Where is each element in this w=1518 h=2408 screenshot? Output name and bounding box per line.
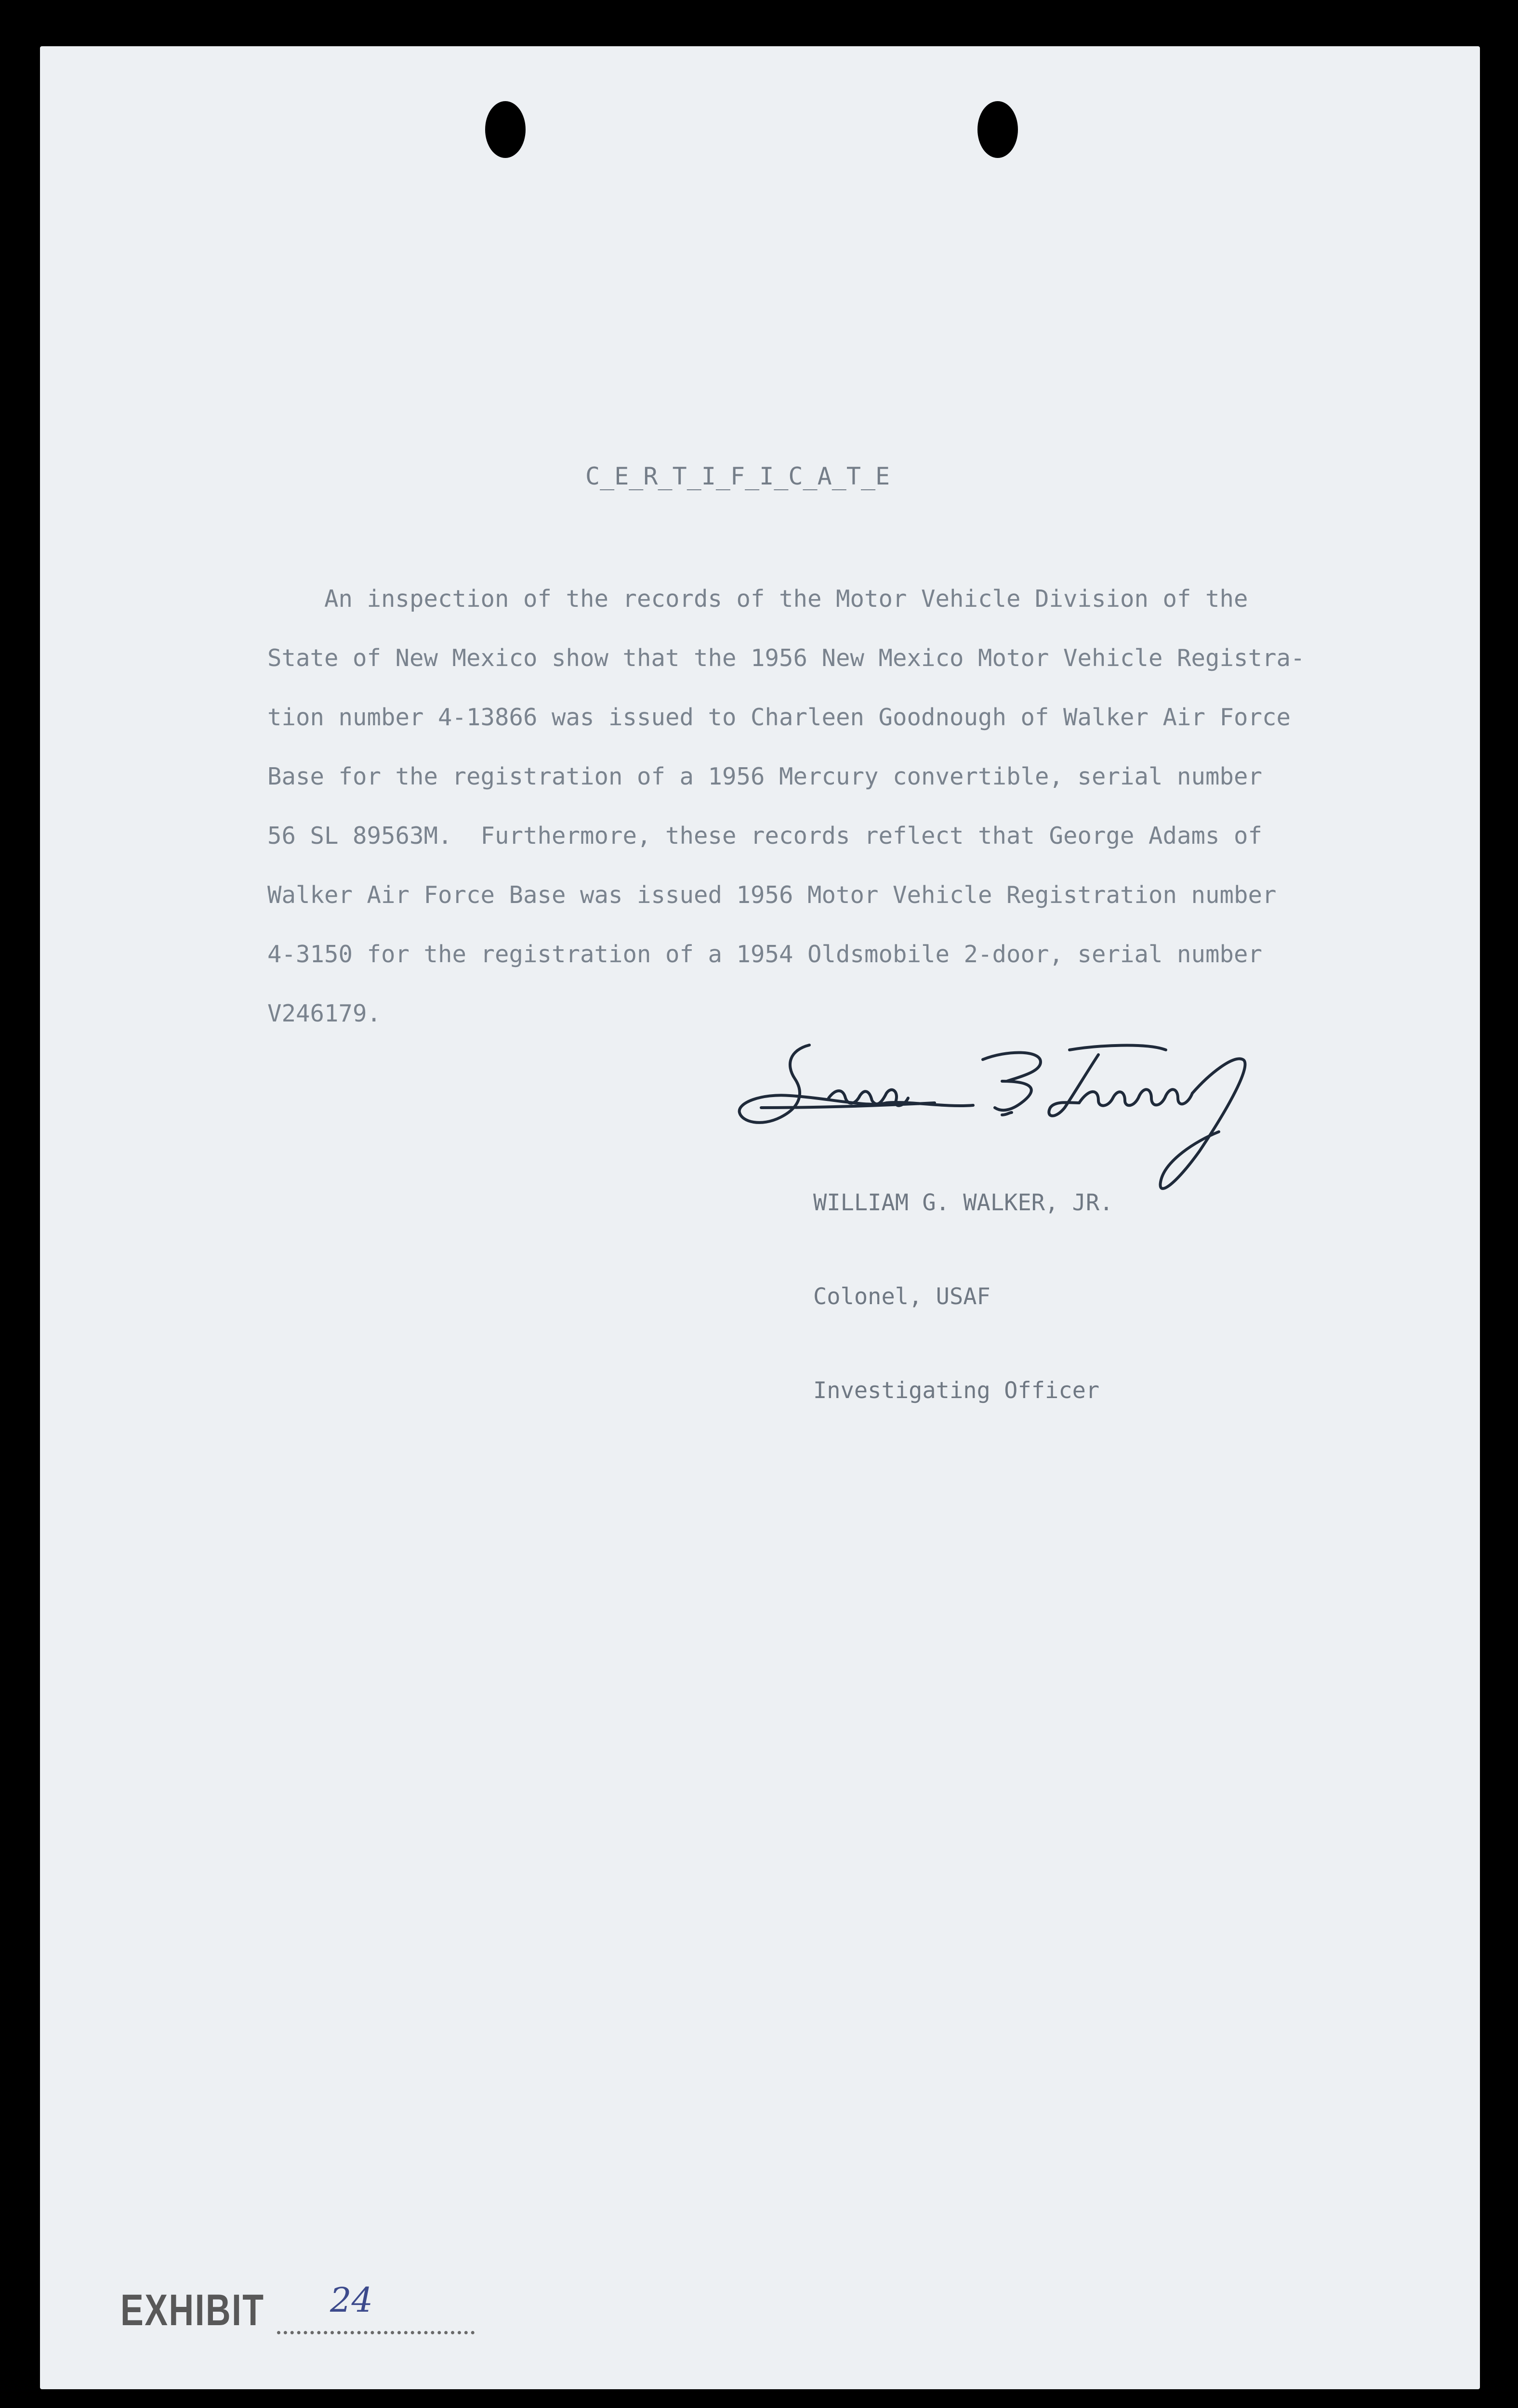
punch-hole-right bbox=[977, 101, 1018, 158]
signer-role: Investigating Officer bbox=[813, 1377, 1100, 1404]
punch-hole-left bbox=[485, 101, 526, 158]
document-title: C_E_R_T_I_F_I_C_A_T_E bbox=[585, 462, 890, 490]
body-line: V246179. bbox=[267, 1000, 382, 1027]
certificate-body bbox=[267, 585, 1305, 1027]
body-line: 4-3150 for the registration of a 1954 Oldsmobile 2-door, serial number bbox=[267, 941, 1263, 968]
signer-rank: Colonel, USAF bbox=[813, 1283, 990, 1310]
exhibit-number-line bbox=[277, 2331, 475, 2334]
exhibit-stamp-label: EXHIBIT bbox=[120, 2286, 265, 2335]
body-line: 56 SL 89563M. Furthermore, these records reflect that George Adams of bbox=[267, 822, 1263, 850]
body-line: Base for the registration of a 1956 Mercury convertible, serial number bbox=[267, 763, 1263, 790]
signer-name: WILLIAM G. WALKER, JR. bbox=[813, 1190, 1113, 1216]
body-line: Walker Air Force Base was issued 1956 Motor Vehicle Registration number bbox=[267, 881, 1277, 909]
body-line: State of New Mexico show that the 1956 New Mexico Motor Vehicle Registra- bbox=[267, 644, 1305, 672]
body-line: An inspection of the records of the Motor Vehicle Division of the bbox=[267, 585, 1248, 613]
exhibit-number: 24 bbox=[330, 2280, 373, 2320]
body-line: tion number 4-13866 was issued to Charleen Goodnough of Walker Air Force bbox=[267, 704, 1291, 731]
signature-block bbox=[813, 1125, 1113, 1438]
